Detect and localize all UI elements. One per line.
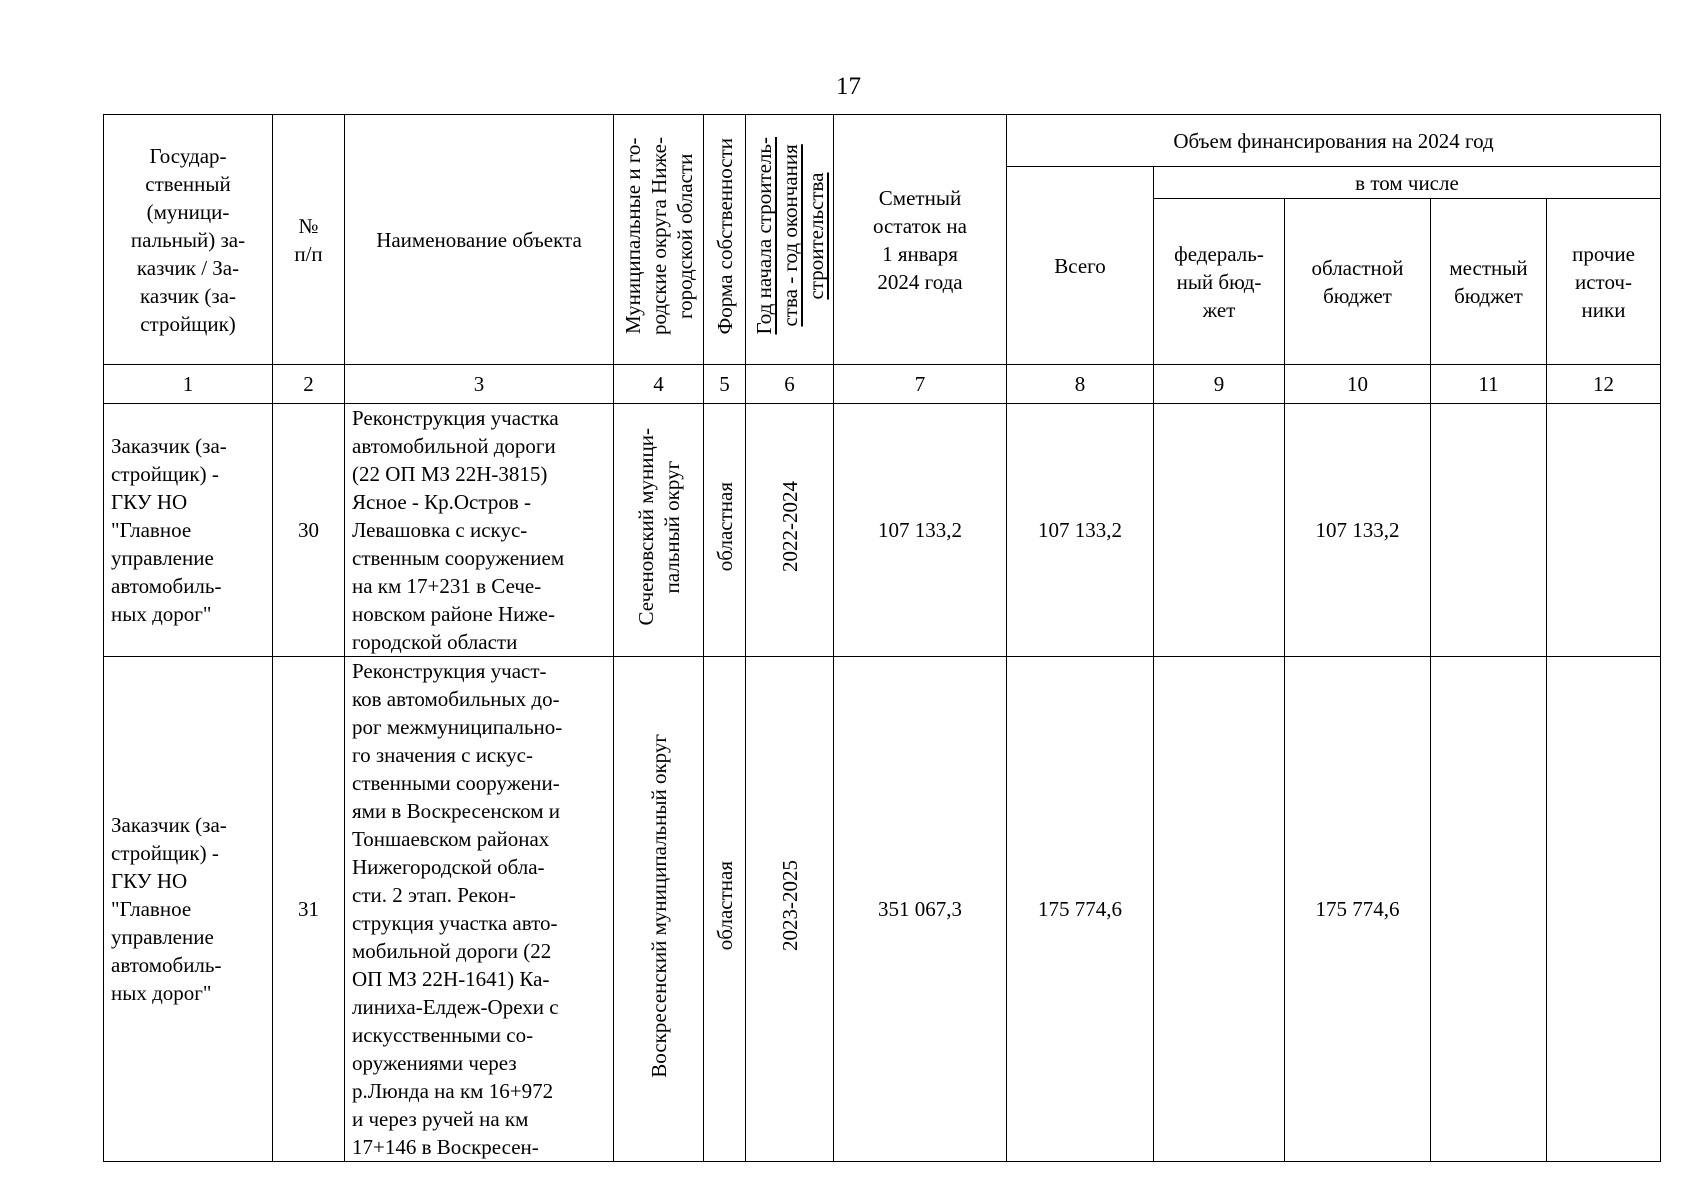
header-regional: областной бюджет — [1285, 199, 1431, 365]
column-number: 8 — [1007, 365, 1154, 404]
row-customer: Заказчик (за- стройщик) - ГКУ НО "Главное управление автомобиль- ных дорог" — [104, 657, 273, 1162]
row-municipal: Сеченовский муници- пальный округ — [614, 404, 704, 657]
row-other — [1547, 404, 1661, 657]
row-years: 2022-2024 — [746, 404, 834, 657]
page-number: 17 — [836, 73, 861, 100]
column-number: 4 — [614, 365, 704, 404]
column-number-row — [104, 365, 1661, 404]
row-customer: Заказчик (за- стройщик) - ГКУ НО "Главное управление автомобиль- ных дорог" — [104, 404, 273, 657]
row-regional: 175 774,6 — [1285, 657, 1431, 1162]
column-number: 3 — [345, 365, 614, 404]
column-number: 12 — [1547, 365, 1661, 404]
header-funding-volume: Объем финансирования на 2024 год — [1007, 115, 1661, 167]
row-local — [1431, 657, 1547, 1162]
table-row — [104, 404, 1661, 657]
header-other: прочие источ- ники — [1547, 199, 1661, 365]
header-ownership: Форма собственности — [704, 115, 746, 365]
row-ownership: областная — [704, 657, 746, 1162]
column-number: 6 — [746, 365, 834, 404]
row-num: 31 — [273, 657, 345, 1162]
funding-table — [103, 114, 1661, 1162]
header-object-name: Наименование объекта — [345, 115, 614, 365]
column-number: 9 — [1154, 365, 1285, 404]
row-local — [1431, 404, 1547, 657]
row-regional: 107 133,2 — [1285, 404, 1431, 657]
header-total: Всего — [1007, 167, 1154, 365]
row-municipal: Воскресенский муниципальный округ — [614, 657, 704, 1162]
column-number: 7 — [834, 365, 1007, 404]
header-customer: Государ- ственный (муници- пальный) за- казчик / За- казчик (за- стройщик) — [104, 115, 273, 365]
row-num: 30 — [273, 404, 345, 657]
row-estimated-balance: 351 067,3 — [834, 657, 1007, 1162]
row-object-name: Реконструкция участ- ков автомобильных до- рог межмуниципально- го значения с искус- ственными сооружени- ями в Воскресенском и Тоншаевском районах Нижегородской обла- сти. 2 этап. Рекон- струкция участка авто- мобильной дороги (22 ОП МЗ 22Н-1641) Ка- линиха-Елдеж-Орехи с искусственными со- оружениями через р.Люнда на км 16+972 и через ручей на км 17+146 в Воскресен- — [345, 657, 614, 1162]
row-years: 2023-2025 — [746, 657, 834, 1162]
column-number: 11 — [1431, 365, 1547, 404]
column-number: 2 — [273, 365, 345, 404]
row-total: 107 133,2 — [1007, 404, 1154, 657]
table-row — [104, 657, 1661, 1162]
header-municipal: Муниципальные и го- родские округа Ниже- городской области — [614, 115, 704, 365]
column-number: 10 — [1285, 365, 1431, 404]
header-local: местный бюджет — [1431, 199, 1547, 365]
row-other — [1547, 657, 1661, 1162]
row-estimated-balance: 107 133,2 — [834, 404, 1007, 657]
header-federal: федераль- ный бюд- жет — [1154, 199, 1285, 365]
row-ownership: областная — [704, 404, 746, 657]
row-federal — [1154, 657, 1285, 1162]
header-num: № п/п — [273, 115, 345, 365]
column-number: 5 — [704, 365, 746, 404]
column-number: 1 — [104, 365, 273, 404]
row-total: 175 774,6 — [1007, 657, 1154, 1162]
row-object-name: Реконструкция участка автомобильной дороги (22 ОП МЗ 22Н-3815) Ясное - Кр.Остров - Левашовка с искус- ственным сооружением на км 17+231 в Сече- новском районе Ниже- городской области — [345, 404, 614, 657]
row-federal — [1154, 404, 1285, 657]
header-estimated-balance: Сметный остаток на 1 января 2024 года — [834, 115, 1007, 365]
header-years: Год начала строитель- ства - год окончания строительства — [746, 115, 834, 365]
header-including: в том числе — [1154, 167, 1661, 199]
